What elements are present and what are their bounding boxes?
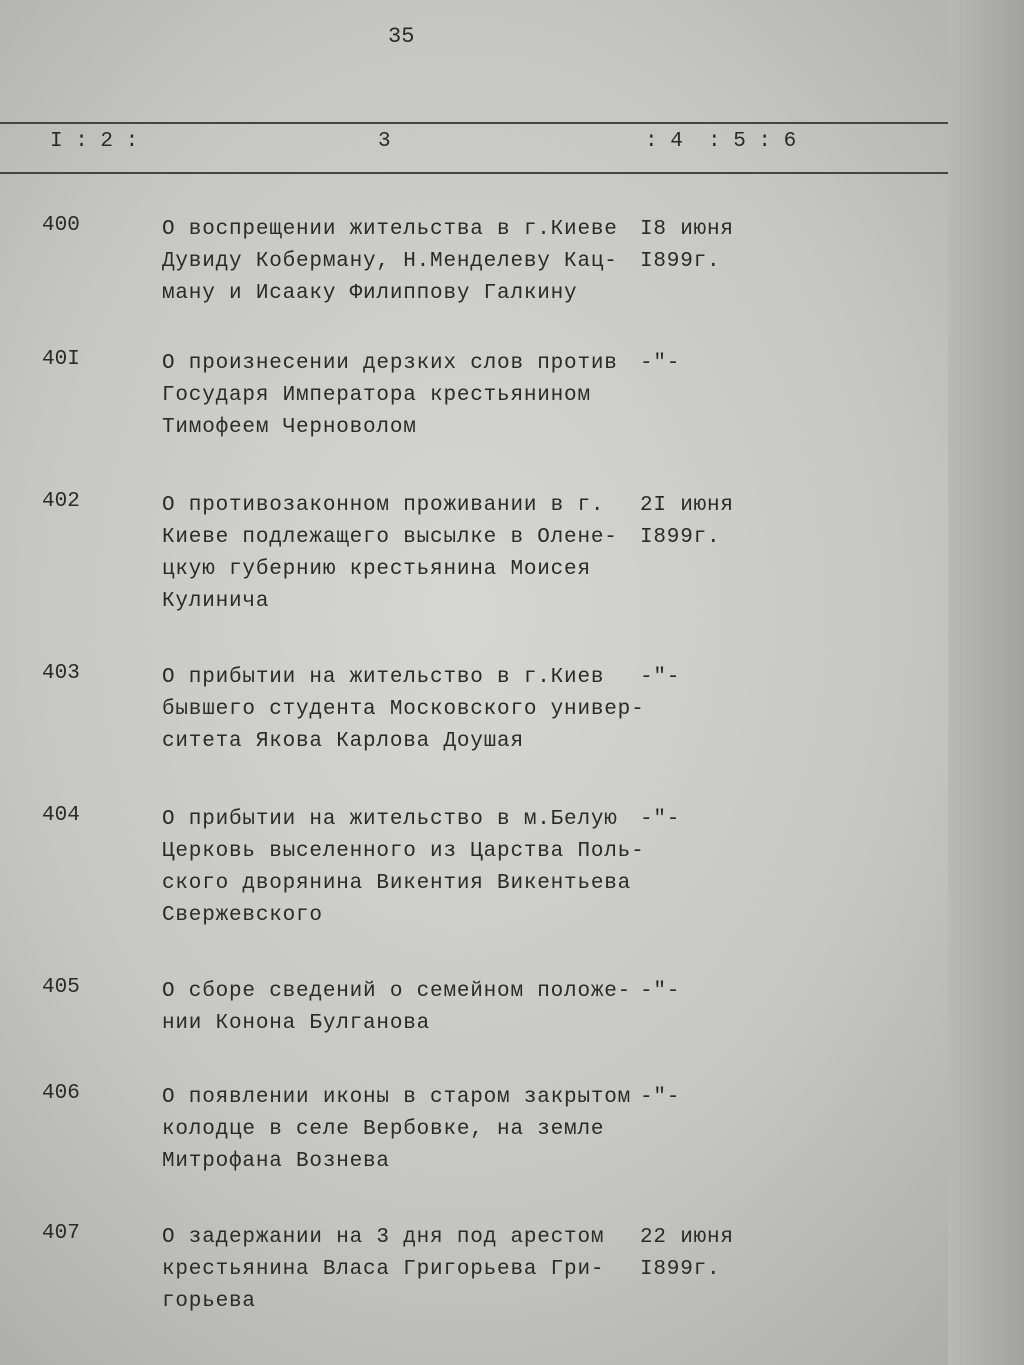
- entry-title: [162, 976, 631, 1040]
- entry-date-line: -"-: [640, 352, 681, 375]
- entry-title: [162, 490, 618, 618]
- entry-title-line: горьева: [162, 1290, 256, 1313]
- entry-date-line: 22 июня: [640, 1226, 734, 1249]
- entry-date-line: 2I июня: [640, 494, 734, 517]
- entry-title-line: Свержевского: [162, 904, 323, 927]
- entry-date: [640, 348, 680, 380]
- entry-number: 404: [42, 804, 80, 827]
- entry-title: [162, 1222, 604, 1318]
- header-columns-1-2: I : 2 :: [50, 130, 139, 153]
- entry-number: 407: [42, 1222, 80, 1245]
- entry-date: [640, 490, 734, 554]
- page-number: 35: [388, 24, 415, 49]
- entry-date: [640, 976, 680, 1008]
- entry-title-line: О прибытии на жительство в м.Белую: [162, 808, 618, 831]
- entry-title: [162, 804, 644, 932]
- entry-title-line: ману и Исааку Филиппову Галкину: [162, 282, 578, 305]
- entry-title-line: Церковь выселенного из Царства Поль-: [162, 840, 645, 863]
- entry-title: [162, 214, 618, 310]
- entry-title-line: О задержании на 3 дня под арестом: [162, 1226, 605, 1249]
- entry-title-line: ситета Якова Карлова Доушая: [162, 730, 524, 753]
- entry-title: [162, 662, 644, 758]
- entry-title-line: Государя Императора крестьянином: [162, 384, 591, 407]
- entry-title-line: нии Конона Булганова: [162, 1012, 431, 1035]
- entry-title: [162, 1082, 631, 1178]
- entry-date: [640, 804, 680, 836]
- entry-date: [640, 662, 680, 694]
- entry-number: 406: [42, 1082, 80, 1105]
- header-bottom-rule: [0, 172, 948, 174]
- entry-title: [162, 348, 618, 444]
- entry-date-line: I899г.: [640, 250, 721, 273]
- entry-title-line: О появлении иконы в старом закрытом: [162, 1086, 632, 1109]
- entry-date-line: I899г.: [640, 1258, 721, 1281]
- entry-title-line: Дувиду Коберману, Н.Менделеву Кац-: [162, 250, 618, 273]
- page-edge: [948, 0, 1024, 1365]
- entry-title-line: О произнесении дерзких слов против: [162, 352, 618, 375]
- entry-date-line: I899г.: [640, 526, 721, 549]
- entry-title-line: цкую губернию крестьянина Моисея: [162, 558, 591, 581]
- header-columns-4-6: : 4 : 5 : 6: [645, 130, 797, 153]
- entry-date: [640, 1082, 680, 1114]
- entry-title-line: колодце в селе Вербовке, на земле: [162, 1118, 605, 1141]
- entry-number: 403: [42, 662, 80, 685]
- entry-title-line: ского дворянина Викентия Викентьева: [162, 872, 632, 895]
- entry-number: 402: [42, 490, 80, 513]
- entry-title-line: Кулинича: [162, 590, 270, 613]
- entry-number: 400: [42, 214, 80, 237]
- entry-date-line: -"-: [640, 1086, 681, 1109]
- entry-date: [640, 1222, 734, 1286]
- entry-number: 40I: [42, 348, 80, 371]
- entry-date-line: -"-: [640, 808, 681, 831]
- entry-title-line: крестьянина Власа Григорьева Гри-: [162, 1258, 605, 1281]
- entry-title-line: Митрофана Вознева: [162, 1150, 390, 1173]
- header-top-rule: [0, 122, 948, 124]
- entry-title-line: О прибытии на жительство в г.Киев: [162, 666, 605, 689]
- entry-date: [640, 214, 734, 278]
- entry-title-line: Тимофеем Черноволом: [162, 416, 417, 439]
- entry-date-line: I8 июня: [640, 218, 734, 241]
- entry-date-line: -"-: [640, 666, 681, 689]
- entry-title-line: О воспрещении жительства в г.Киеве: [162, 218, 618, 241]
- header-column-3: 3: [378, 130, 391, 153]
- entry-title-line: О противозаконном проживании в г.: [162, 494, 605, 517]
- entry-title-line: бывшего студента Московского универ-: [162, 698, 645, 721]
- entry-title-line: О сборе сведений о семейном положе-: [162, 980, 632, 1003]
- entry-number: 405: [42, 976, 80, 999]
- entry-date-line: -"-: [640, 980, 681, 1003]
- entry-title-line: Киеве подлежащего высылке в Олене-: [162, 526, 618, 549]
